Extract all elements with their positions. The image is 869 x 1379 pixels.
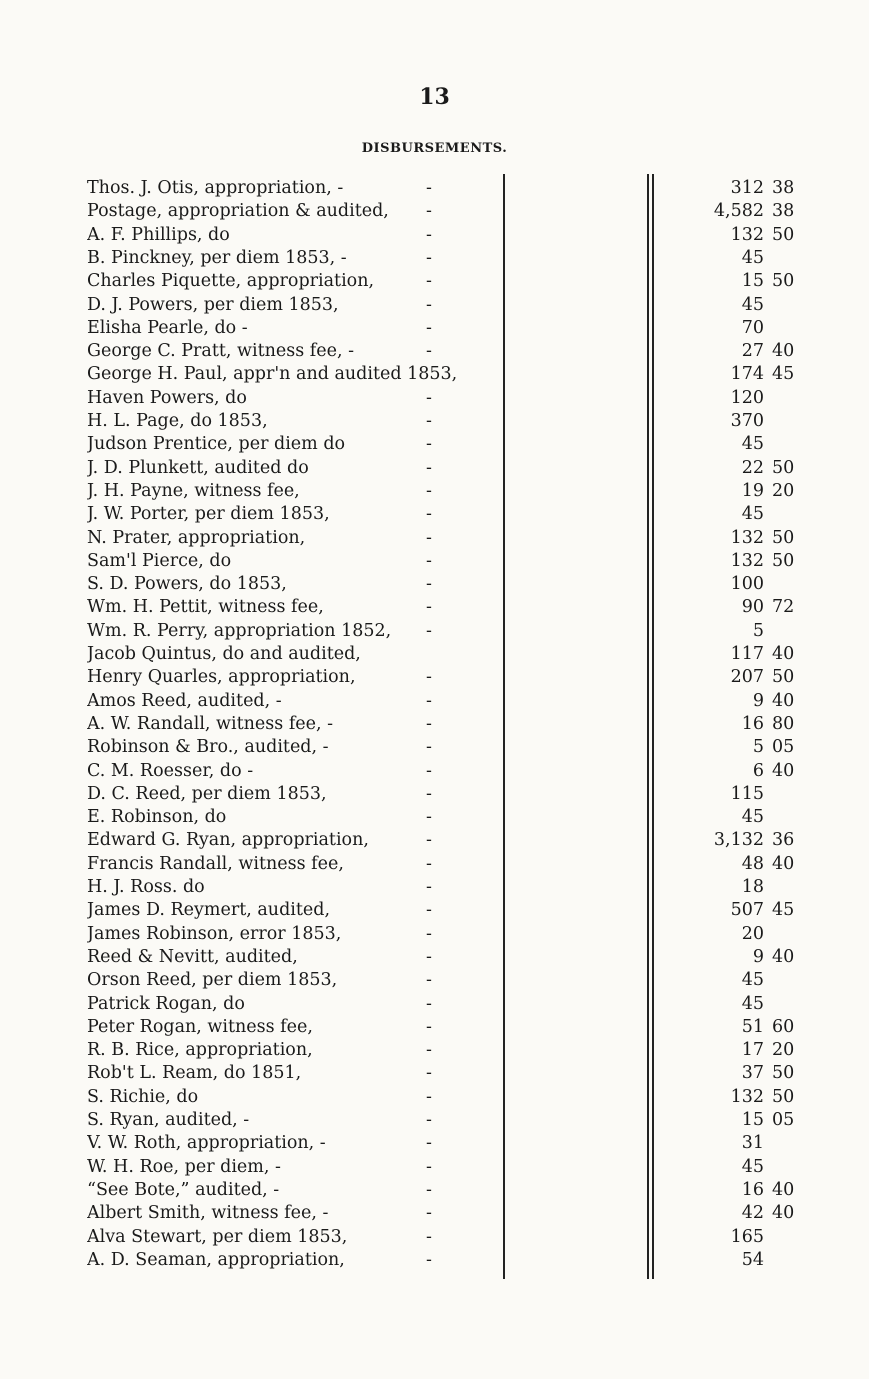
- entry-dash: -: [426, 480, 432, 501]
- entry-dollars: 27: [741, 341, 764, 362]
- ledger-row: [0, 317, 869, 340]
- entry-description: Reed & Nevitt, audited,: [87, 946, 298, 967]
- ledger-row: [0, 247, 869, 270]
- entry-dollars: 16: [741, 713, 764, 734]
- entry-description: R. B. Rice, appropriation,: [87, 1040, 313, 1061]
- entry-description: D. J. Powers, per diem 1853,: [87, 294, 339, 315]
- entry-description: S. Ryan, audited, -: [87, 1110, 250, 1130]
- entry-cents: 45: [772, 900, 795, 921]
- entry-description: George C. Pratt, witness fee, -: [87, 341, 355, 362]
- entry-description: D. C. Reed, per diem 1853,: [87, 783, 327, 804]
- entry-cents: 50: [772, 667, 795, 688]
- entry-cents: 50: [772, 457, 795, 478]
- entry-dollars: 207: [730, 667, 764, 688]
- entry-description: J. H. Payne, witness fee,: [87, 480, 300, 501]
- ledger-row: [0, 806, 869, 829]
- entry-dash: -: [426, 387, 432, 408]
- entry-dash: -: [426, 760, 432, 781]
- entry-dash: -: [426, 1110, 432, 1130]
- entry-description: V. W. Roth, appropriation, -: [87, 1133, 326, 1154]
- entry-cents: 40: [772, 946, 795, 967]
- ledger-row: [0, 433, 869, 456]
- entry-dash: -: [426, 201, 432, 222]
- entry-dollars: 70: [741, 317, 764, 338]
- entry-dash: -: [426, 1249, 432, 1270]
- entry-dollars: 5: [752, 737, 764, 758]
- entry-description: Rob't L. Ream, do 1851,: [87, 1063, 302, 1084]
- entry-description: Alva Stewart, per diem 1853,: [87, 1226, 348, 1247]
- entry-dash: -: [426, 1086, 432, 1107]
- entry-description: Amos Reed, audited, -: [87, 690, 282, 711]
- ledger-row: [0, 736, 869, 759]
- entry-dash: -: [426, 1226, 432, 1247]
- entry-description: Judson Prentice, per diem do: [87, 434, 346, 455]
- ledger-row: [0, 969, 869, 992]
- ledger-row: [0, 1156, 869, 1179]
- entry-dash: -: [426, 550, 432, 571]
- entry-dash: -: [426, 1133, 432, 1154]
- entry-cents: 50: [772, 527, 795, 548]
- entry-cents: 05: [772, 737, 795, 758]
- ledger-row: [0, 1109, 869, 1132]
- ledger-row: [0, 1062, 869, 1085]
- entry-dash: -: [426, 667, 432, 688]
- entry-dollars: 507: [730, 900, 764, 921]
- entry-dollars: 15: [741, 1110, 764, 1130]
- entry-dollars: 174: [730, 364, 764, 385]
- entry-dollars: 54: [741, 1249, 764, 1270]
- entry-dollars: 117: [730, 644, 764, 664]
- entry-dollars: 120: [730, 387, 764, 408]
- ledger-row: [0, 340, 869, 363]
- entry-dollars: 16: [741, 1179, 764, 1200]
- entry-dollars: 9: [752, 690, 764, 711]
- entry-dash: -: [426, 457, 432, 478]
- page-number: 13: [419, 84, 450, 110]
- entry-cents: 36: [772, 830, 795, 851]
- entry-dollars: 22: [741, 457, 764, 478]
- entry-description: Peter Rogan, witness fee,: [87, 1016, 313, 1037]
- entry-description: W. H. Roe, per diem, -: [87, 1156, 281, 1177]
- entry-dash: -: [426, 900, 432, 921]
- ledger-row: [0, 1249, 869, 1272]
- page-heading: DISBURSEMENTS.: [361, 141, 508, 156]
- entry-cents: 50: [772, 271, 795, 292]
- entry-description: Postage, appropriation & audited,: [87, 201, 389, 222]
- entry-cents: 50: [772, 1086, 795, 1107]
- entry-dash: -: [426, 317, 432, 338]
- ledger-row: [0, 387, 869, 410]
- entry-dash: -: [426, 341, 432, 362]
- ledger-row: [0, 410, 869, 433]
- ledger-row: [0, 480, 869, 503]
- entry-dollars: 45: [741, 970, 764, 991]
- entry-description: N. Prater, appropriation,: [87, 527, 306, 548]
- entry-description: Orson Reed, per diem 1853,: [87, 970, 338, 991]
- entry-dollars: 45: [741, 504, 764, 525]
- entry-cents: 40: [772, 690, 795, 711]
- entry-dash: -: [426, 946, 432, 967]
- entry-dollars: 48: [741, 853, 764, 874]
- entry-cents: 80: [772, 713, 795, 734]
- entry-dash: -: [426, 574, 432, 595]
- entry-dollars: 3,132: [713, 830, 764, 851]
- entry-description: Wm. H. Pettit, witness fee,: [87, 597, 324, 618]
- entry-dollars: 132: [730, 550, 764, 571]
- entry-description: A. W. Randall, witness fee, -: [87, 713, 334, 734]
- entry-dash: -: [426, 690, 432, 711]
- entry-description: Wm. R. Perry, appropriation 1852,: [87, 620, 392, 641]
- entry-description: Haven Powers, do: [87, 387, 247, 408]
- entry-dash: -: [426, 1203, 432, 1224]
- entry-dash: -: [426, 597, 432, 618]
- entry-cents: 05: [772, 1110, 795, 1130]
- ledger-row: [0, 363, 869, 386]
- entry-description: Patrick Rogan, do: [87, 993, 245, 1014]
- entry-description: E. Robinson, do: [87, 807, 227, 828]
- entry-dollars: 17: [741, 1040, 764, 1061]
- entry-cents: 38: [772, 201, 795, 222]
- entry-cents: 20: [772, 1040, 795, 1061]
- entry-dollars: 370: [730, 411, 764, 431]
- entry-dash: -: [426, 1063, 432, 1084]
- entry-description: Henry Quarles, appropriation,: [87, 667, 356, 688]
- ledger-row: [0, 573, 869, 596]
- entry-cents: 60: [772, 1016, 795, 1037]
- entry-description: Thos. J. Otis, appropriation, -: [87, 178, 344, 198]
- entry-dash: -: [426, 1016, 432, 1037]
- entry-cents: 45: [772, 364, 795, 385]
- entry-dollars: 37: [741, 1063, 764, 1084]
- ledger-row: [0, 783, 869, 806]
- entry-description: J. D. Plunkett, audited do: [87, 457, 309, 478]
- entry-dash: -: [426, 271, 432, 292]
- entry-description: Jacob Quintus, do and audited,: [87, 644, 361, 664]
- ledger-row: [0, 224, 869, 247]
- ledger-row: [0, 853, 869, 876]
- ledger-row: [0, 690, 869, 713]
- ledger-row: [0, 200, 869, 223]
- ledger-row: [0, 527, 869, 550]
- ledger-row: [0, 294, 869, 317]
- ledger-row: [0, 1039, 869, 1062]
- entry-description: Francis Randall, witness fee,: [87, 853, 344, 874]
- ledger-row: [0, 270, 869, 293]
- entry-dollars: 45: [741, 247, 764, 268]
- entry-dollars: 312: [730, 178, 764, 198]
- ledger-row: [0, 1086, 869, 1109]
- entry-dash: -: [426, 1179, 432, 1200]
- entry-dash: -: [426, 970, 432, 991]
- ledger-row: [0, 923, 869, 946]
- entry-cents: 40: [772, 341, 795, 362]
- entry-dollars: 5: [752, 620, 764, 641]
- ledger-row: [0, 550, 869, 573]
- ledger-row: [0, 829, 869, 852]
- entry-description: Albert Smith, witness fee, -: [87, 1203, 329, 1224]
- ledger-row: [0, 1132, 869, 1155]
- entry-dash: -: [426, 783, 432, 804]
- entry-dash: -: [426, 923, 432, 944]
- ledger-row: [0, 946, 869, 969]
- entry-dollars: 15: [741, 271, 764, 292]
- entry-cents: 72: [772, 597, 795, 618]
- ledger-row: [0, 457, 869, 480]
- ledger-row: [0, 177, 869, 200]
- entry-description: Edward G. Ryan, appropriation,: [87, 830, 369, 851]
- ledger-row: [0, 899, 869, 922]
- entry-cents: 50: [772, 1063, 795, 1084]
- entry-description: H. J. Ross. do: [87, 877, 205, 897]
- entry-description: C. M. Roesser, do -: [87, 760, 254, 781]
- entry-dollars: 132: [730, 1086, 764, 1107]
- entry-dollars: 45: [741, 294, 764, 315]
- entry-description: Robinson & Bro., audited, -: [87, 737, 329, 758]
- entry-dollars: 100: [730, 574, 764, 595]
- entry-description: S. D. Powers, do 1853,: [87, 574, 287, 595]
- entry-cents: 40: [772, 853, 795, 874]
- entry-dollars: 18: [741, 877, 764, 897]
- entry-dollars: 115: [730, 783, 764, 804]
- entry-dollars: 31: [741, 1133, 764, 1154]
- entry-dash: -: [426, 993, 432, 1014]
- ledger-row: [0, 643, 869, 666]
- entry-dash: -: [426, 713, 432, 734]
- entry-dash: -: [426, 527, 432, 548]
- entry-description: B. Pinckney, per diem 1853, -: [87, 247, 347, 268]
- ledger-row: [0, 620, 869, 643]
- entry-dash: -: [426, 807, 432, 828]
- entry-dash: -: [426, 853, 432, 874]
- entry-dollars: 45: [741, 434, 764, 455]
- entry-cents: 40: [772, 1179, 795, 1200]
- entry-dash: -: [426, 504, 432, 525]
- entry-dash: -: [426, 1040, 432, 1061]
- entry-dollars: 45: [741, 993, 764, 1014]
- entry-dollars: 4,582: [713, 201, 764, 222]
- entry-dollars: 45: [741, 807, 764, 828]
- entry-dash: -: [426, 737, 432, 758]
- entry-dash: -: [426, 830, 432, 851]
- ledger-row: [0, 596, 869, 619]
- entry-cents: 20: [772, 480, 795, 501]
- entry-dash: -: [426, 877, 432, 897]
- entry-description: Charles Piquette, appropriation,: [87, 271, 375, 292]
- entry-cents: 40: [772, 760, 795, 781]
- entry-cents: 50: [772, 224, 795, 245]
- entry-dollars: 165: [730, 1226, 764, 1247]
- entry-dash: -: [426, 294, 432, 315]
- entry-dollars: 45: [741, 1156, 764, 1177]
- entry-description: H. L. Page, do 1853,: [87, 411, 268, 431]
- entry-cents: 40: [772, 644, 795, 664]
- entry-description: S. Richie, do: [87, 1086, 199, 1107]
- ledger-row: [0, 760, 869, 783]
- entry-dollars: 51: [741, 1016, 764, 1037]
- ledger-row: [0, 1226, 869, 1249]
- entry-description: Elisha Pearle, do -: [87, 317, 248, 338]
- entry-description: “See Bote,” audited, -: [87, 1179, 280, 1200]
- entry-dash: -: [426, 411, 432, 431]
- entry-description: J. W. Porter, per diem 1853,: [87, 504, 330, 525]
- entry-dash: -: [426, 620, 432, 641]
- entry-dash: -: [426, 224, 432, 245]
- entry-dollars: 19: [741, 480, 764, 501]
- entry-dash: -: [426, 247, 432, 268]
- entry-cents: 40: [772, 1203, 795, 1224]
- ledger-row: [0, 993, 869, 1016]
- entry-description: A. D. Seaman, appropriation,: [87, 1249, 345, 1270]
- entry-dollars: 90: [741, 597, 764, 618]
- entry-dollars: 6: [752, 760, 764, 781]
- entry-dollars: 20: [741, 923, 764, 944]
- entry-dollars: 132: [730, 527, 764, 548]
- entry-dash: -: [426, 434, 432, 455]
- entry-description: Sam'l Pierce, do: [87, 550, 232, 571]
- entry-dollars: 42: [741, 1203, 764, 1224]
- entry-dash: -: [426, 178, 432, 198]
- entry-cents: 50: [772, 550, 795, 571]
- ledger-row: [0, 666, 869, 689]
- ledger-row: [0, 1202, 869, 1225]
- entry-description: James D. Reymert, audited,: [87, 900, 331, 921]
- entry-dollars: 132: [730, 224, 764, 245]
- entry-description: A. F. Phillips, do: [87, 224, 230, 245]
- ledger-row: [0, 503, 869, 526]
- entry-cents: 38: [772, 178, 795, 198]
- ledger-row: [0, 876, 869, 899]
- entry-dollars: 9: [752, 946, 764, 967]
- entry-dash: -: [426, 1156, 432, 1177]
- ledger-row: [0, 1179, 869, 1202]
- ledger-row: [0, 713, 869, 736]
- entry-description: George H. Paul, appr'n and audited 1853,: [87, 364, 458, 385]
- ledger-row: [0, 1016, 869, 1039]
- entry-description: James Robinson, error 1853,: [87, 923, 342, 944]
